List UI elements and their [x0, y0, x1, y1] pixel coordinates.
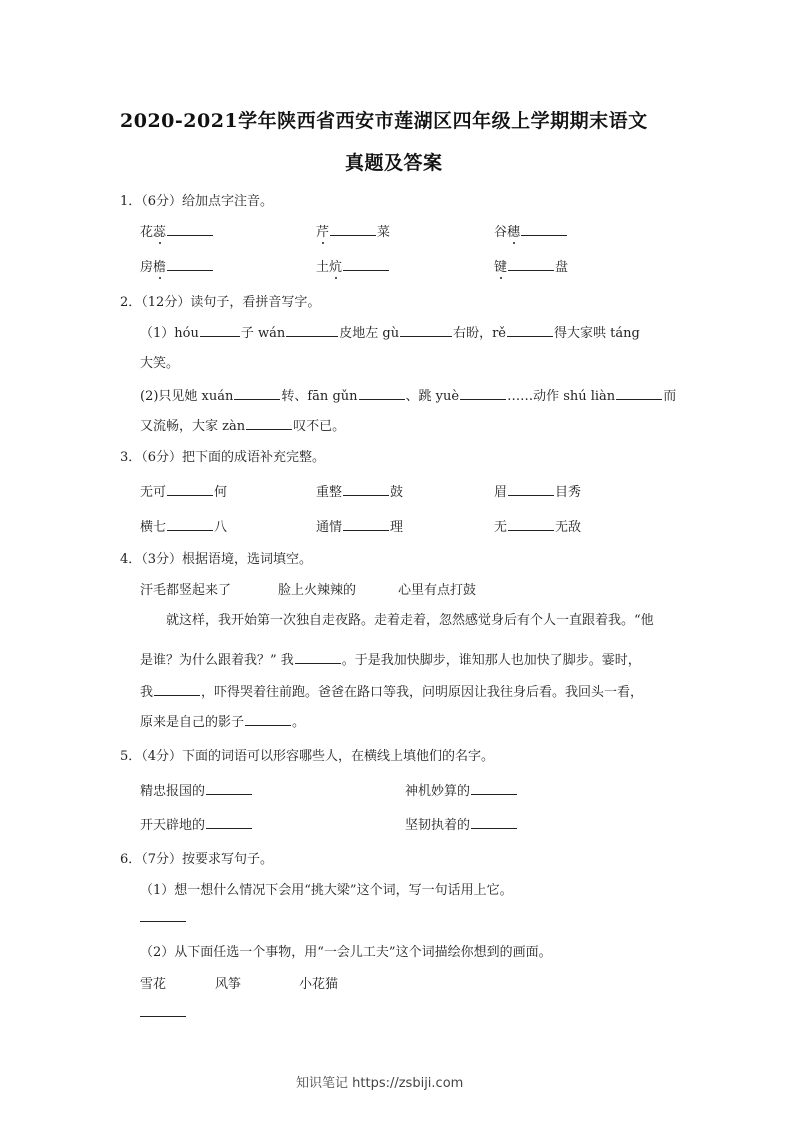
answer-blank[interactable]: [167, 258, 213, 271]
answer-blank[interactable]: [167, 483, 213, 496]
answer-blank[interactable]: [508, 483, 554, 496]
q4-heading: 4．（3分）根据语境，选词填空。: [120, 552, 313, 567]
answer-blank[interactable]: [206, 782, 252, 795]
dotted-char: 炕: [329, 256, 342, 275]
q1-item: 键 盘: [494, 256, 568, 275]
q1-item: 土炕: [316, 256, 390, 275]
q4-option: 心里有点打鼓: [398, 583, 477, 598]
answer-blank[interactable]: [154, 683, 200, 696]
q1-item: 芹 菜: [316, 221, 390, 240]
answer-blank[interactable]: [471, 816, 517, 829]
dotted-char: 蕊: [153, 221, 166, 240]
answer-blank[interactable]: [246, 417, 292, 430]
answer-blank[interactable]: [508, 518, 554, 531]
answer-blank[interactable]: [200, 324, 240, 337]
q4-paragraph-line: 原来是自己的影子 。: [140, 715, 306, 730]
answer-blank[interactable]: [206, 816, 252, 829]
answer-blank[interactable]: [167, 518, 213, 531]
answer-blank[interactable]: [343, 483, 389, 496]
q4-paragraph-line: 我 ，吓得哭着往前跑。爸爸在路口等我，问明原因让我往身后看。我回头一看，: [140, 685, 644, 700]
answer-blank[interactable]: [616, 387, 662, 400]
q4-option: 汗毛都竖起来了: [140, 583, 232, 598]
idiom-item: 无 无敌: [494, 520, 582, 535]
q2-sentence-1: （1）hóu 子 wán 皮地左 gù 右盼，rě 得大家哄 táng: [140, 326, 640, 341]
q6-option: 风筝: [215, 977, 242, 992]
idiom-item: 重整 鼓: [316, 485, 404, 500]
answer-blank[interactable]: [343, 518, 389, 531]
title-line-2: 真题及答案: [345, 152, 443, 174]
q5-item: 坚韧执着的: [405, 814, 518, 833]
q5-item: 精忠报国的: [140, 780, 253, 799]
q6-sentence-2: （2）从下面任选一个事物，用“一会儿工夫”这个词描绘你想到的画面。: [140, 945, 552, 960]
q1-item: 谷穗: [494, 221, 568, 240]
q6-option: 雪花: [140, 977, 167, 992]
answer-line[interactable]: [140, 921, 186, 922]
idiom-item: 横七 八: [140, 520, 228, 535]
answer-blank[interactable]: [400, 324, 452, 337]
answer-blank[interactable]: [471, 782, 517, 795]
answer-blank[interactable]: [286, 324, 338, 337]
q2-sentence-2: (2)只见她 xuán 转、fān gǔn 、跳 yuè ……动作 shú liàn 而: [140, 389, 677, 404]
q4-paragraph-line: 是谁？为什么跟着我？” 我 。于是我加快脚步，谁知那人也加快了脚步。霎时，: [140, 653, 641, 668]
q5-item: 开天辟地的: [140, 814, 253, 833]
q1-heading: 1．（6分）给加点字注音。: [120, 194, 274, 209]
answer-blank[interactable]: [460, 387, 506, 400]
q6-option: 小花猫: [299, 977, 339, 992]
q4-paragraph-line: 就这样，我开始第一次独自走夜路。走着走着，忽然感觉身后有个人一直跟着我。“他: [166, 613, 654, 628]
answer-blank[interactable]: [330, 223, 376, 236]
title-line-1: 2020-2021学年陕西省西安市莲湖区四年级上学期期末语文: [120, 110, 648, 132]
answer-blank[interactable]: [167, 223, 213, 236]
dotted-char: 芹: [316, 221, 329, 240]
q1-item: 花蕊: [140, 221, 214, 240]
q5-item: 神机妙算的: [405, 780, 518, 799]
q6-sentence-1: （1）想一想什么情况下会用“挑大梁”这个词，写一句话用上它。: [140, 883, 513, 898]
q2-sentence-2-cont: 又流畅，大家 zàn 叹不已。: [140, 419, 346, 434]
q1-item: 房檐: [140, 256, 214, 275]
answer-blank[interactable]: [343, 258, 389, 271]
q6-heading: 6．（7分）按要求写句子。: [120, 852, 274, 867]
answer-blank[interactable]: [359, 387, 405, 400]
q2-heading: 2．（12分）读句子，看拼音写字。: [120, 295, 321, 310]
answer-line[interactable]: [140, 1016, 186, 1017]
answer-blank[interactable]: [245, 713, 291, 726]
q4-option: 脸上火辣辣的: [278, 583, 357, 598]
answer-blank[interactable]: [234, 387, 280, 400]
q3-heading: 3．（6分）把下面的成语补充完整。: [120, 450, 326, 465]
dotted-char: 檐: [153, 256, 166, 275]
idiom-item: 通情 理: [316, 520, 404, 535]
answer-blank[interactable]: [508, 258, 554, 271]
idiom-item: 眉 目秀: [494, 485, 582, 500]
dotted-char: 键: [494, 256, 507, 275]
answer-blank[interactable]: [295, 651, 341, 664]
idiom-item: 无可 何: [140, 485, 228, 500]
answer-blank[interactable]: [521, 223, 567, 236]
q2-sentence-1-cont: 大笑。: [140, 356, 180, 371]
footer-watermark: 知识笔记 https://zsbiji.com: [296, 1076, 464, 1091]
q5-heading: 5．（4分）下面的词语可以形容哪些人，在横线上填他们的名字。: [120, 749, 495, 764]
answer-blank[interactable]: [507, 324, 553, 337]
dotted-char: 穗: [507, 221, 520, 240]
